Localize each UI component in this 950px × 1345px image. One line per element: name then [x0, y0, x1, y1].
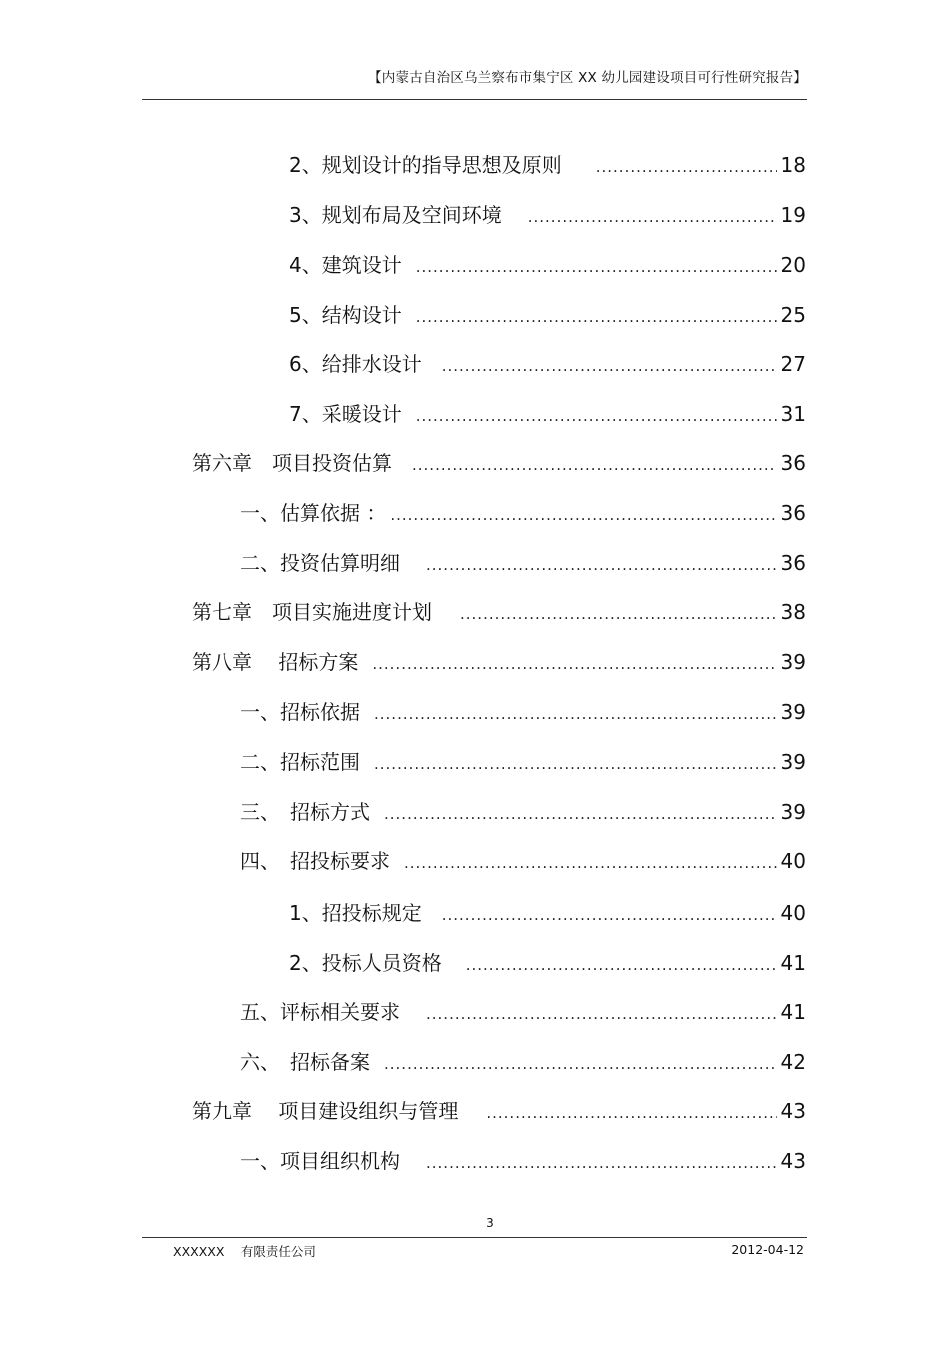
toc-entry-page: 40 [780, 849, 806, 873]
toc-entry[interactable] [192, 599, 806, 625]
toc-entry-page: 20 [780, 253, 806, 277]
toc-leader-dots [416, 254, 777, 280]
toc-leader-dots [412, 452, 777, 478]
toc-leader-dots [426, 1150, 777, 1176]
toc-entry-label: 3、规划布局及空间环境 [289, 203, 502, 227]
toc-leader-dots [390, 502, 776, 528]
toc-entry-label: 五、评标相关要求 [240, 1000, 400, 1024]
toc-entry[interactable] [240, 699, 806, 725]
header-title: 【内蒙古自治区乌兰察布市集宁区 XX 幼儿园建设项目可行性研究报告】 [368, 70, 807, 86]
toc-entry-label: 一、项目组织机构 [240, 1149, 400, 1173]
toc-entry[interactable] [240, 500, 806, 526]
toc-entry-page: 39 [780, 800, 806, 824]
toc-leader-dots [426, 1001, 777, 1027]
toc-entry-page: 36 [780, 451, 806, 475]
toc-entry[interactable] [192, 649, 806, 675]
header-divider [142, 99, 807, 100]
toc-entry[interactable] [289, 252, 806, 278]
toc-leader-dots [404, 850, 777, 876]
toc-leader-dots [460, 601, 777, 627]
toc-entry-page: 36 [780, 501, 806, 525]
toc-entry-page: 38 [780, 600, 806, 624]
toc-leader-dots [442, 902, 777, 928]
toc-entry-label: 一、招标依据 [240, 700, 360, 724]
toc-entry-label: 第六章 项目投资估算 [192, 451, 392, 475]
toc-entry-label: 二、投资估算明细 [240, 551, 400, 575]
toc-entry-page: 31 [780, 402, 806, 426]
toc-entry-page: 19 [780, 203, 806, 227]
toc-entry[interactable] [240, 848, 806, 874]
toc-entry[interactable] [240, 1049, 806, 1075]
toc-entry-label: 第八章 招标方案 [192, 650, 359, 674]
toc-leader-dots [416, 403, 777, 429]
toc-leader-dots [466, 952, 777, 978]
toc-entry[interactable] [289, 302, 806, 328]
toc-entry-page: 39 [780, 700, 806, 724]
toc-entry[interactable] [289, 202, 806, 228]
toc-entry-page: 25 [780, 303, 806, 327]
toc-entry-label: 1、招投标规定 [289, 901, 422, 925]
footer-company: XXXXXX 有限责任公司 [173, 1244, 316, 1259]
toc-entry[interactable] [240, 999, 806, 1025]
toc-entry-page: 41 [780, 951, 806, 975]
toc-entry-label: 一、估算依据 ： [240, 501, 387, 525]
footer-date: 2012-04-12 [731, 1242, 804, 1257]
toc-leader-dots [384, 801, 777, 827]
toc-entry-label: 三、 招标方式 [240, 800, 370, 824]
toc-entry[interactable] [192, 450, 806, 476]
toc-entry-page: 40 [780, 901, 806, 925]
toc-entry-label: 六、 招标备案 [240, 1050, 370, 1074]
toc-entry-page: 42 [780, 1050, 806, 1074]
toc-entry[interactable] [289, 401, 806, 427]
page-number: 3 [486, 1216, 494, 1230]
toc-entry-page: 43 [780, 1149, 806, 1173]
toc-entry-page: 18 [780, 153, 806, 177]
toc-entry[interactable] [240, 799, 806, 825]
toc-leader-dots [426, 552, 777, 578]
toc-leader-dots [528, 204, 777, 230]
toc-entry-page: 39 [780, 750, 806, 774]
toc-entry-label: 2、规划设计的指导思想及原则 [289, 153, 562, 177]
toc-entry[interactable] [289, 950, 806, 976]
toc-leader-dots [416, 304, 777, 330]
footer-divider [142, 1237, 807, 1238]
toc-entry-label: 6、给排水设计 [289, 352, 422, 376]
toc-leader-dots [374, 751, 777, 777]
toc-leader-dots [486, 1100, 776, 1126]
toc-leader-dots [384, 1051, 777, 1077]
toc-entry-label: 四、 招投标要求 [240, 849, 390, 873]
toc-entry-label: 第七章 项目实施进度计划 [192, 600, 432, 624]
toc-entry[interactable] [240, 1148, 806, 1174]
toc-entry-label: 5、结构设计 [289, 303, 402, 327]
toc-entry[interactable] [289, 152, 806, 178]
toc-entry-label: 4、建筑设计 [289, 253, 402, 277]
toc-entry-label: 二、招标范围 [240, 750, 360, 774]
toc-entry-label: 7、采暖设计 [289, 402, 402, 426]
toc-entry[interactable] [289, 900, 806, 926]
toc-entry-page: 27 [780, 352, 806, 376]
toc-entry[interactable] [240, 550, 806, 576]
toc-leader-dots [372, 651, 776, 677]
toc-entry[interactable] [289, 351, 806, 377]
toc-leader-dots [442, 353, 777, 379]
toc-entry-page: 43 [780, 1099, 806, 1123]
toc-entry-page: 41 [780, 1000, 806, 1024]
toc-entry-label: 第九章 项目建设组织与管理 [192, 1099, 459, 1123]
toc-entry[interactable] [192, 1098, 806, 1124]
toc-entry-label: 2、投标人员资格 [289, 951, 442, 975]
toc-entry[interactable] [240, 749, 806, 775]
toc-leader-dots [374, 701, 777, 727]
toc-entry-page: 36 [780, 551, 806, 575]
toc-entry-page: 39 [780, 650, 806, 674]
toc-leader-dots [596, 154, 777, 180]
